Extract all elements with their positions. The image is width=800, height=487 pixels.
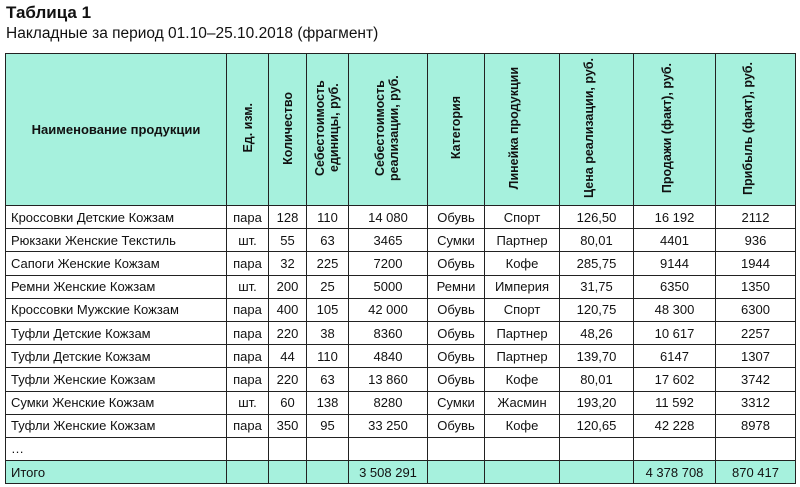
cell-cost-of-sales: 33 250 bbox=[349, 414, 428, 437]
col-header-sale-price: Цена реализации, руб. bbox=[560, 54, 634, 206]
cell-product: Туфли Женские Кожзам bbox=[6, 368, 227, 391]
cell-sale-price: 126,50 bbox=[560, 206, 634, 229]
total-cell-sale-price bbox=[560, 461, 634, 484]
cell-sale-price: 120,75 bbox=[560, 298, 634, 321]
cell-sale-price: 285,75 bbox=[560, 252, 634, 275]
table-row bbox=[6, 368, 796, 391]
col-header-category: Категория bbox=[428, 54, 485, 206]
cell-product: Туфли Детские Кожзам bbox=[6, 321, 227, 344]
cell-product-line: Партнер bbox=[485, 321, 560, 344]
cell-product: Туфли Женские Кожзам bbox=[6, 414, 227, 437]
table-row bbox=[6, 391, 796, 414]
cell-unit bbox=[227, 437, 269, 460]
cell-category: Обувь bbox=[428, 206, 485, 229]
table-row bbox=[6, 206, 796, 229]
col-header-sales-actual: Продажи (факт), руб. bbox=[634, 54, 716, 206]
cell-sales-actual: 9144 bbox=[634, 252, 716, 275]
cell-profit-actual: 2112 bbox=[716, 206, 796, 229]
cell-unit: пара bbox=[227, 321, 269, 344]
cell-unit-cost: 225 bbox=[307, 252, 349, 275]
cell-product-line: Жасмин bbox=[485, 391, 560, 414]
header-row bbox=[6, 54, 796, 206]
cell-cost-of-sales: 14 080 bbox=[349, 206, 428, 229]
cell-product: Рюкзаки Женские Текстиль bbox=[6, 229, 227, 252]
cell-product-line: Спорт bbox=[485, 206, 560, 229]
cell-quantity: 400 bbox=[269, 298, 307, 321]
col-header-product-line: Линейка продукции bbox=[485, 54, 560, 206]
table-row bbox=[6, 252, 796, 275]
table-row bbox=[6, 345, 796, 368]
cell-sales-actual: 6147 bbox=[634, 345, 716, 368]
cell-unit: пара bbox=[227, 298, 269, 321]
cell-product: … bbox=[6, 437, 227, 460]
cell-category: Обувь bbox=[428, 321, 485, 344]
table-row bbox=[6, 229, 796, 252]
cell-unit-cost: 25 bbox=[307, 275, 349, 298]
cell-cost-of-sales: 4840 bbox=[349, 345, 428, 368]
cell-quantity: 60 bbox=[269, 391, 307, 414]
cell-unit: шт. bbox=[227, 229, 269, 252]
total-cell-profit-actual: 870 417 bbox=[716, 461, 796, 484]
cell-cost-of-sales: 42 000 bbox=[349, 298, 428, 321]
col-header-profit-actual: Прибыль (факт), руб. bbox=[716, 54, 796, 206]
cell-quantity: 128 bbox=[269, 206, 307, 229]
cell-product-line: Империя bbox=[485, 275, 560, 298]
col-header-cost-of-sales: Себестоимость реализации, руб. bbox=[349, 54, 428, 206]
cell-unit-cost: 63 bbox=[307, 229, 349, 252]
cell-quantity: 220 bbox=[269, 368, 307, 391]
cell-category: Обувь bbox=[428, 368, 485, 391]
cell-product-line: Спорт bbox=[485, 298, 560, 321]
cell-product: Сапоги Женские Кожзам bbox=[6, 252, 227, 275]
cell-sales-actual: 48 300 bbox=[634, 298, 716, 321]
cell-category: Сумки bbox=[428, 391, 485, 414]
cell-sales-actual: 42 228 bbox=[634, 414, 716, 437]
cell-category: Обувь bbox=[428, 252, 485, 275]
cell-product: Кроссовки Мужские Кожзам bbox=[6, 298, 227, 321]
cell-unit-cost: 95 bbox=[307, 414, 349, 437]
cell-quantity: 200 bbox=[269, 275, 307, 298]
cell-product-line: Кофе bbox=[485, 252, 560, 275]
cell-product-line: Кофе bbox=[485, 414, 560, 437]
cell-unit: шт. bbox=[227, 275, 269, 298]
cell-category: Обувь bbox=[428, 414, 485, 437]
cell-sales-actual: 10 617 bbox=[634, 321, 716, 344]
cell-profit-actual: 936 bbox=[716, 229, 796, 252]
cell-sale-price: 80,01 bbox=[560, 229, 634, 252]
cell-product-line: Партнер bbox=[485, 345, 560, 368]
cell-sale-price: 80,01 bbox=[560, 368, 634, 391]
cell-category: Ремни bbox=[428, 275, 485, 298]
total-cell-cost-of-sales: 3 508 291 bbox=[349, 461, 428, 484]
cell-quantity: 32 bbox=[269, 252, 307, 275]
cell-profit-actual: 6300 bbox=[716, 298, 796, 321]
cell-product: Сумки Женские Кожзам bbox=[6, 391, 227, 414]
col-header-product: Наименование продукции bbox=[6, 54, 227, 206]
total-cell-product-line bbox=[485, 461, 560, 484]
total-cell-sales-actual: 4 378 708 bbox=[634, 461, 716, 484]
cell-profit-actual: 1350 bbox=[716, 275, 796, 298]
cell-product: Ремни Женские Кожзам bbox=[6, 275, 227, 298]
cell-sales-actual: 11 592 bbox=[634, 391, 716, 414]
cell-cost-of-sales: 13 860 bbox=[349, 368, 428, 391]
cell-quantity: 220 bbox=[269, 321, 307, 344]
cell-unit-cost: 38 bbox=[307, 321, 349, 344]
total-cell-product: Итого bbox=[6, 461, 227, 484]
total-cell-unit bbox=[227, 461, 269, 484]
cell-cost-of-sales bbox=[349, 437, 428, 460]
table-row bbox=[6, 414, 796, 437]
cell-profit-actual bbox=[716, 437, 796, 460]
table-row bbox=[6, 437, 796, 460]
cell-unit: пара bbox=[227, 368, 269, 391]
cell-cost-of-sales: 3465 bbox=[349, 229, 428, 252]
total-cell-category bbox=[428, 461, 485, 484]
cell-unit: пара bbox=[227, 206, 269, 229]
cell-sale-price: 48,26 bbox=[560, 321, 634, 344]
cell-product-line bbox=[485, 437, 560, 460]
cell-unit: пара bbox=[227, 345, 269, 368]
total-row bbox=[6, 461, 796, 484]
cell-unit-cost: 105 bbox=[307, 298, 349, 321]
cell-profit-actual: 3742 bbox=[716, 368, 796, 391]
cell-sale-price: 31,75 bbox=[560, 275, 634, 298]
col-header-quantity: Количество bbox=[269, 54, 307, 206]
cell-cost-of-sales: 7200 bbox=[349, 252, 428, 275]
col-header-unit: Ед. изм. bbox=[227, 54, 269, 206]
table-subtitle: Накладные за период 01.10–25.10.2018 (фрагмент) bbox=[6, 25, 379, 42]
cell-product: Туфли Детские Кожзам bbox=[6, 345, 227, 368]
cell-category: Обувь bbox=[428, 345, 485, 368]
cell-profit-actual: 2257 bbox=[716, 321, 796, 344]
cell-sales-actual: 17 602 bbox=[634, 368, 716, 391]
cell-profit-actual: 1307 bbox=[716, 345, 796, 368]
cell-unit-cost: 63 bbox=[307, 368, 349, 391]
cell-sales-actual bbox=[634, 437, 716, 460]
cell-sale-price: 120,65 bbox=[560, 414, 634, 437]
table-row bbox=[6, 275, 796, 298]
cell-quantity: 44 bbox=[269, 345, 307, 368]
cell-sale-price: 193,20 bbox=[560, 391, 634, 414]
table-row bbox=[6, 321, 796, 344]
cell-product-line: Партнер bbox=[485, 229, 560, 252]
table-row bbox=[6, 298, 796, 321]
cell-cost-of-sales: 8280 bbox=[349, 391, 428, 414]
cell-unit-cost bbox=[307, 437, 349, 460]
cell-unit: пара bbox=[227, 252, 269, 275]
cell-sale-price: 139,70 bbox=[560, 345, 634, 368]
cell-product-line: Кофе bbox=[485, 368, 560, 391]
cell-profit-actual: 1944 bbox=[716, 252, 796, 275]
cell-product: Кроссовки Детские Кожзам bbox=[6, 206, 227, 229]
table-title: Таблица 1 bbox=[6, 3, 92, 22]
cell-category: Сумки bbox=[428, 229, 485, 252]
cell-sale-price bbox=[560, 437, 634, 460]
cell-unit-cost: 110 bbox=[307, 206, 349, 229]
col-header-unit-cost: Себестоимость единицы, руб. bbox=[307, 54, 349, 206]
cell-unit-cost: 138 bbox=[307, 391, 349, 414]
cell-unit: шт. bbox=[227, 391, 269, 414]
cell-profit-actual: 8978 bbox=[716, 414, 796, 437]
cell-unit: пара bbox=[227, 414, 269, 437]
cell-sales-actual: 4401 bbox=[634, 229, 716, 252]
cell-profit-actual: 3312 bbox=[716, 391, 796, 414]
cell-cost-of-sales: 8360 bbox=[349, 321, 428, 344]
total-cell-unit-cost bbox=[307, 461, 349, 484]
total-cell-quantity bbox=[269, 461, 307, 484]
cell-quantity bbox=[269, 437, 307, 460]
invoice-table bbox=[5, 53, 796, 484]
cell-cost-of-sales: 5000 bbox=[349, 275, 428, 298]
cell-sales-actual: 16 192 bbox=[634, 206, 716, 229]
cell-sales-actual: 6350 bbox=[634, 275, 716, 298]
cell-category bbox=[428, 437, 485, 460]
cell-unit-cost: 110 bbox=[307, 345, 349, 368]
cell-quantity: 55 bbox=[269, 229, 307, 252]
cell-category: Обувь bbox=[428, 298, 485, 321]
cell-quantity: 350 bbox=[269, 414, 307, 437]
